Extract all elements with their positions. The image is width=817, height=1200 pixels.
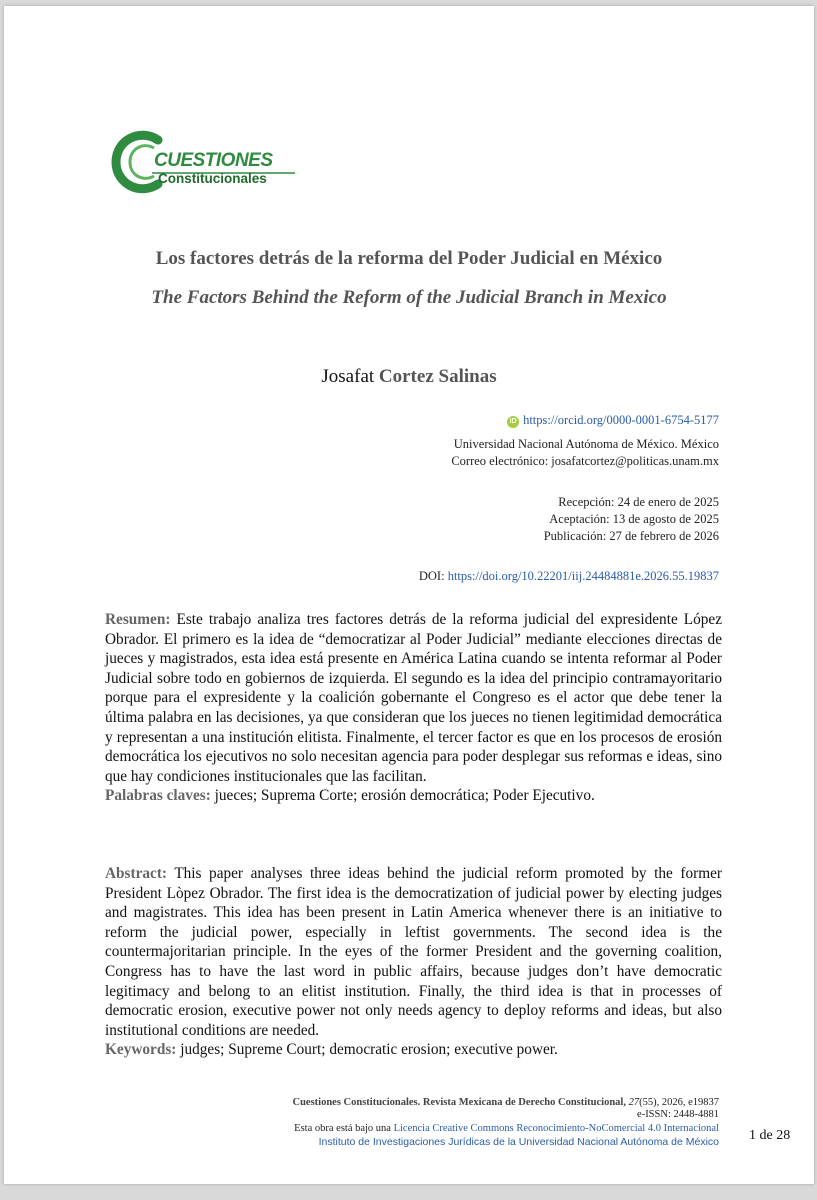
date-published: Publicación: 27 de febrero de 2026: [543, 529, 719, 543]
footer-issue: (55), 2026, e19837: [639, 1097, 719, 1108]
date-accepted: Aceptación: 13 de agosto de 2025: [549, 512, 719, 526]
author-last-name: Cortez Salinas: [378, 366, 497, 387]
palabras-claves-label: Palabras claves:: [105, 787, 211, 805]
dates-block: [544, 494, 719, 545]
abstract-text: This paper analyses three ideas behind the judicial reform promoted by the former President Lòpez Obrador. The first idea is the democratization of judicial power by electing judges and magistrates. This idea has been present in Latin America whenever there is an initiative to reform the judicial power, especially in leftist governments. The second idea is the countermajoritarian principle. In the eyes of the former President and the governing coalition, Congress has to have the last word in public affairs, because judges don’t have democratic legitimacy and belong to an elitist institution. Finally, the third idea is that in processes of democratic erosion, executive power not only needs agency to deploy reforms and ideas, but also institutional conditions are needed.: [105, 865, 722, 1039]
title-english: The Factors Behind the Reform of the Judicial Branch in Mexico: [151, 287, 667, 308]
footer-license: [294, 1122, 719, 1135]
affiliation-block: [451, 436, 719, 470]
abstract-label: Abstract:: [105, 865, 168, 882]
footer-eissn: e-ISSN: 2448-4881: [637, 1109, 719, 1120]
doi-line: [419, 568, 719, 585]
resumen-text: Este trabajo analiza tres factores detrás de la reforma judicial del expresidente López Obrador. El primero es la idea de “democratizar al Poder Judicial” mediante elecciones directas de jueces y magistrados, esta idea está presente en América Latina cuando se intenta reformar al Poder Judicial sobre todo en gobiernos de izquierda. El segundo es la idea del principio contramayoritario porque para el expresidente y la coalición gobernante el Congreso es el actor que debe tener la última palabra en las decisiones, ya que consideran que los jueces no tienen legitimidad democrática y representan a una institución elitista. Finalmente, el tercer factor es que en los procesos de erosión democrática los ejecutivos no solo necesitan agencia para poder desplegar sus reformas e ideas, sino que hay condiciones institucionales que las facilitan.: [105, 611, 722, 785]
author-first-name: Josafat: [321, 366, 375, 387]
keywords-label: Keywords:: [105, 1041, 177, 1059]
orcid-url[interactable]: https://orcid.org/0000-0001-6754-5177: [523, 413, 719, 427]
author-name: [4, 366, 814, 388]
date-received: Recepción: 24 de enero de 2025: [558, 495, 719, 509]
resumen-label: Resumen:: [105, 611, 171, 628]
orcid-link[interactable]: [507, 412, 719, 429]
doi-label: DOI:: [418, 569, 445, 583]
keywords-text: judges; Supreme Court; democratic erosion; executive power.: [180, 1041, 558, 1059]
page-number: 1 de 28: [749, 1128, 791, 1143]
title-spanish: Los factores detrás de la reforma del Poder Judicial en México: [155, 248, 663, 269]
license-prefix: Esta obra está bajo una: [294, 1123, 391, 1134]
logo-text-cuestiones: CUESTIONES: [154, 150, 273, 171]
email: Correo electrónico: josafatcortez@politicas.unam.mx: [451, 454, 719, 468]
affiliation: Universidad Nacional Autónoma de México. México: [453, 437, 719, 451]
footer-institute-link[interactable]: Instituto de Investigaciones Jurídicas de la Universidad Nacional Autónoma de México: [318, 1136, 719, 1148]
abstract-section: [105, 864, 722, 1060]
resumen-section: [105, 610, 722, 806]
palabras-claves-text: jueces; Suprema Corte; erosión democrática; Poder Ejecutivo.: [214, 787, 595, 805]
footer-volume: 27: [628, 1097, 640, 1108]
license-link[interactable]: Licencia Creative Commons Reconocimiento-NoComercial 4.0 Internacional: [393, 1123, 719, 1134]
journal-logo: [110, 130, 310, 198]
orcid-icon: iD: [507, 416, 519, 428]
logo-text-constitucionales: Constitucionales: [158, 171, 267, 186]
doi-link[interactable]: https://doi.org/10.22201/iij.24484881e.2026.55.19837: [447, 569, 719, 583]
document-page: [4, 6, 814, 1184]
footer-journal: Cuestiones Constitucionales. Revista Mexicana de Derecho Constitucional,: [292, 1097, 626, 1108]
